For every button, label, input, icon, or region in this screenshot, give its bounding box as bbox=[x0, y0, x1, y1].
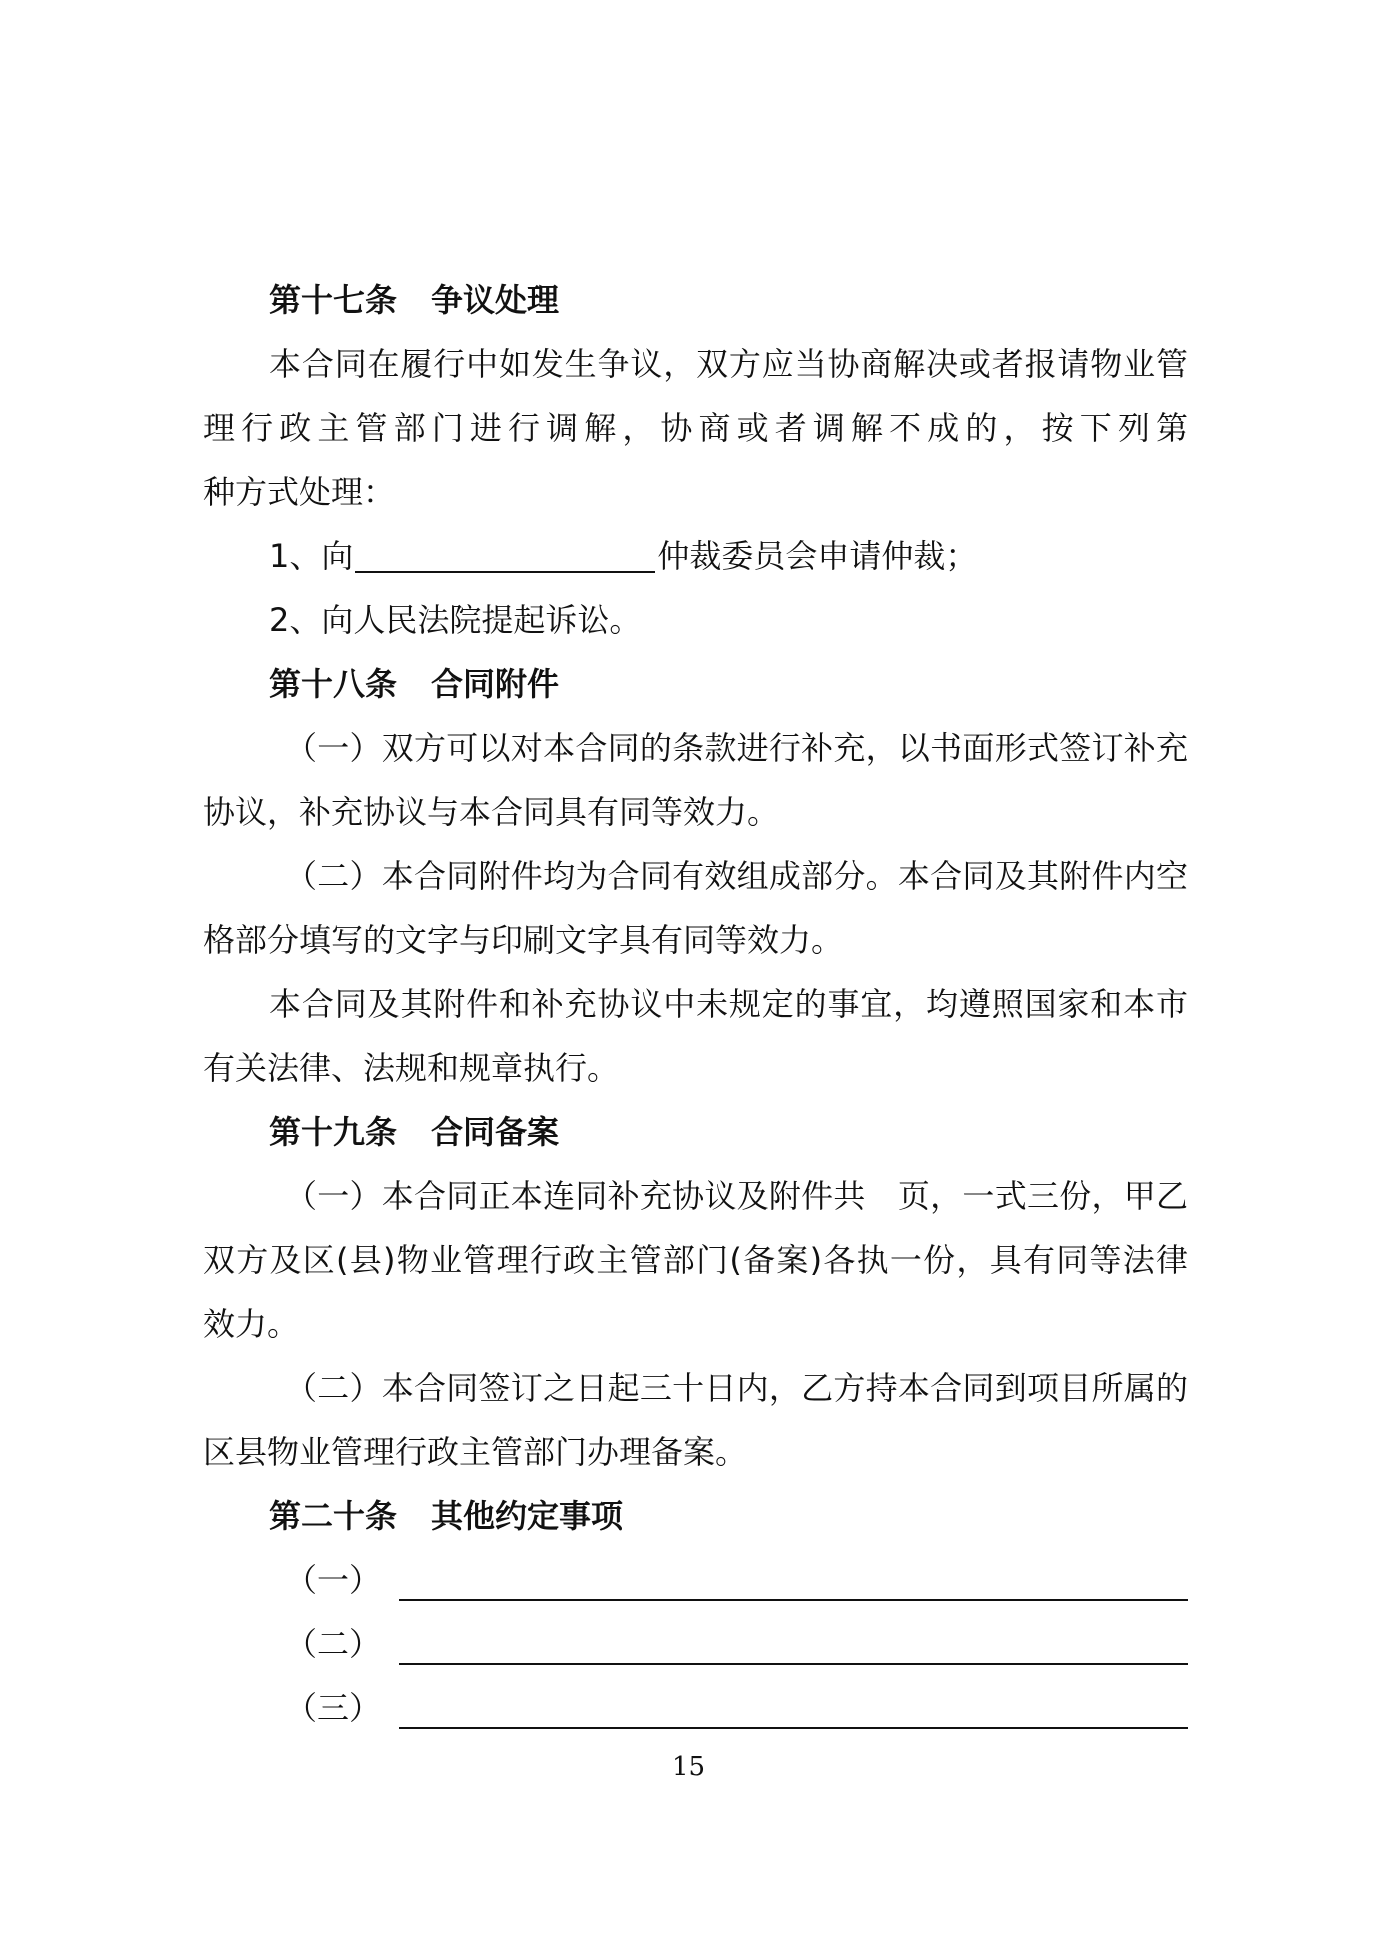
article-17-option-1 bbox=[203, 524, 1188, 588]
other-item-blank[interactable] bbox=[399, 1623, 1188, 1665]
document-body bbox=[203, 268, 1188, 1740]
article-18-paragraph-line: 格部分填写的文字与印刷文字具有同等效力。 bbox=[203, 921, 844, 959]
article-18-paragraph-line: 协议，补充协议与本合同具有同等效力。 bbox=[203, 793, 780, 831]
option-1-suffix: 仲裁委员会申请仲裁； bbox=[657, 537, 978, 575]
article-19-paragraph-line: 区县物业管理行政主管部门办理备案。 bbox=[203, 1433, 748, 1471]
other-item-blank[interactable] bbox=[399, 1559, 1188, 1601]
other-item-number: （一） bbox=[285, 1561, 382, 1599]
article-18-paragraph-line: 本合同及其附件和补充协议中未规定的事宜，均遵照国家和本市 bbox=[269, 985, 1188, 1023]
article-18-heading bbox=[203, 652, 1188, 716]
article-20-heading bbox=[203, 1484, 1188, 1548]
article-17-paragraph-line: 理行政主管部门进行调解，协商或者调解不成的，按下列第 bbox=[203, 409, 1188, 447]
article-18-paragraph-line: （一）双方可以对本合同的条款进行补充，以书面形式签订补充 bbox=[285, 729, 1188, 767]
article-19-paragraph-line: 效力。 bbox=[203, 1305, 300, 1343]
article-18-paragraph-line: （二）本合同附件均为合同有效组成部分。本合同及其附件内空 bbox=[285, 857, 1188, 895]
other-item-row bbox=[203, 1676, 1188, 1740]
article-19-paragraph-line: （一）本合同正本连同补充协议及附件共 页，一式三份，甲乙 bbox=[285, 1177, 1188, 1215]
other-item-row bbox=[203, 1548, 1188, 1612]
option-1-prefix: 1、向 bbox=[269, 537, 354, 575]
page-number: 15 bbox=[671, 1752, 706, 1782]
article-19-paragraph-line: 双方及区(县)物业管理行政主管部门(备案)各执一份，具有同等法律 bbox=[203, 1241, 1188, 1279]
other-item-blank[interactable] bbox=[399, 1687, 1188, 1729]
article-19-number: 第十九条 bbox=[269, 1113, 398, 1151]
other-item-number: （二） bbox=[285, 1625, 382, 1663]
arbitration-commission-blank[interactable] bbox=[355, 533, 655, 573]
article-20-title: 其他约定事项 bbox=[431, 1497, 624, 1535]
article-20-number: 第二十条 bbox=[269, 1497, 398, 1535]
article-18-paragraph-line: 有关法律、法规和规章执行。 bbox=[203, 1049, 620, 1087]
article-19-title: 合同备案 bbox=[431, 1113, 560, 1151]
article-17-option-2: 2、向人民法院提起诉讼。 bbox=[269, 601, 642, 639]
article-17-paragraph-line: 本合同在履行中如发生争议，双方应当协商解决或者报请物业管 bbox=[269, 345, 1188, 383]
article-18-title: 合同附件 bbox=[431, 665, 560, 703]
article-19-heading bbox=[203, 1100, 1188, 1164]
article-17-number: 第十七条 bbox=[269, 281, 398, 319]
other-item-row bbox=[203, 1612, 1188, 1676]
article-17-heading bbox=[203, 268, 1188, 332]
article-17-paragraph-line: 种方式处理： bbox=[203, 473, 396, 511]
article-17-title: 争议处理 bbox=[431, 281, 560, 319]
article-19-paragraph-line: （二）本合同签订之日起三十日内，乙方持本合同到项目所属的 bbox=[285, 1369, 1188, 1407]
article-18-number: 第十八条 bbox=[269, 665, 398, 703]
other-item-number: （三） bbox=[285, 1689, 382, 1727]
